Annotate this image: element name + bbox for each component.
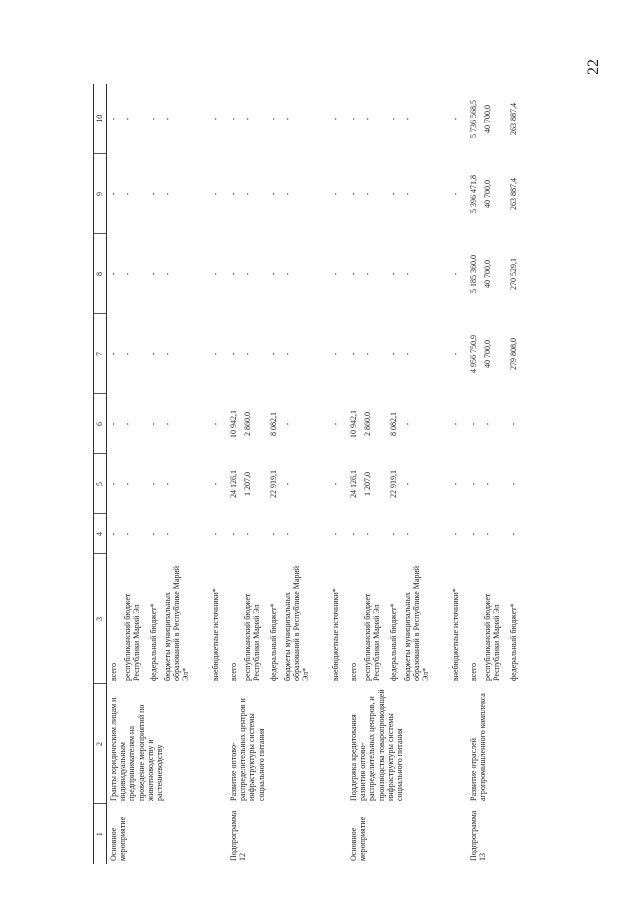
value-cell: 10 942,1 (229, 410, 238, 438)
value-cell: 40 700,0 (483, 260, 492, 288)
value-c8 (347, 234, 467, 314)
value-cell: - (331, 192, 340, 196)
value-cell: - (509, 482, 518, 486)
value-c10 (467, 84, 525, 154)
value-cell: - (331, 422, 340, 426)
value-c9 (107, 154, 228, 234)
funding-source: республиканский бюджет Республики Марий Эл (123, 593, 142, 681)
value-cell: - (149, 532, 158, 536)
value-c5 (467, 454, 525, 514)
value-cell: - (163, 272, 172, 276)
funding-table (93, 84, 525, 864)
value-cell: 40 700,0 (483, 105, 492, 133)
value-c5 (107, 454, 228, 514)
value-cell: - (283, 532, 292, 536)
value-cell: - (451, 532, 460, 536)
value-c4 (107, 514, 228, 554)
funding-source: бюджеты муниципальных образований в Республике Марий Эл* (403, 565, 431, 681)
value-cell: - (229, 532, 238, 536)
value-cell: 24 126,1 (349, 470, 358, 498)
funding-source: федеральный бюджет* (149, 603, 158, 681)
header-col-1: 1 (94, 804, 107, 864)
value-cell: - (283, 422, 292, 426)
value-cell: 263 887,4 (509, 178, 518, 210)
table-row (467, 84, 525, 864)
value-cell: - (163, 192, 172, 196)
value-cell: - (509, 422, 518, 426)
value-c9 (347, 154, 467, 234)
value-cell: - (269, 192, 278, 196)
value-cell: - (403, 117, 412, 121)
value-cell: - (283, 117, 292, 121)
header-col-9: 9 (94, 154, 107, 234)
value-c5 (347, 454, 467, 514)
value-cell: 40 700,0 (483, 340, 492, 368)
row-title: Поддержка кредитования развития оптово-распределительных центров, и производства товаропроводящей инфраструктуры системы социального питания (349, 689, 404, 801)
value-c10 (347, 84, 467, 154)
value-cell: - (363, 532, 372, 536)
value-cell: 263 887,4 (509, 103, 518, 135)
header-col-2: 2 (94, 684, 107, 804)
row-title: Развитие отраслей агропромышленного комплекса (469, 693, 488, 801)
value-cell: - (109, 117, 118, 121)
value-c10 (107, 84, 228, 154)
funding-source: бюджеты муниципальных образований в Республике Марий Эл* (163, 565, 191, 681)
value-cell: - (349, 192, 358, 196)
value-cell: - (269, 272, 278, 276)
value-cell: - (389, 532, 398, 536)
value-c5 (227, 454, 347, 514)
value-cell: - (331, 532, 340, 536)
value-cell: 2 860,0 (363, 412, 372, 436)
value-cell: - (149, 192, 158, 196)
value-cell: - (109, 192, 118, 196)
value-cell: - (109, 422, 118, 426)
value-cell: - (363, 117, 372, 121)
value-cell: - (451, 422, 460, 426)
value-cell: - (331, 482, 340, 486)
value-cell: - (389, 272, 398, 276)
funding-source: внебюджетные источники* (451, 588, 460, 681)
value-cell: - (483, 532, 492, 536)
value-cell: - (483, 482, 492, 486)
value-cell: 8 082,1 (389, 412, 398, 436)
value-cell: - (109, 272, 118, 276)
value-cell: - (283, 272, 292, 276)
table-row (227, 84, 347, 864)
funding-source: всего (229, 662, 238, 681)
value-cell: - (211, 422, 220, 426)
value-cell: - (363, 352, 372, 356)
value-cell: - (403, 482, 412, 486)
value-cell: - (451, 192, 460, 196)
value-c4 (347, 514, 467, 554)
value-cell: - (211, 482, 220, 486)
value-cell: - (331, 352, 340, 356)
value-cell: - (349, 352, 358, 356)
value-cell: - (123, 352, 132, 356)
value-c6 (107, 394, 228, 454)
value-cell: - (451, 272, 460, 276)
funding-source: республиканский бюджет Республики Марий Эл (243, 593, 262, 681)
value-cell: 4 956 750,9 (469, 335, 478, 373)
value-cell: - (123, 117, 132, 121)
value-cell: - (403, 272, 412, 276)
value-cell: 22 919,1 (269, 470, 278, 498)
value-c6 (347, 394, 467, 454)
value-c4 (467, 514, 525, 554)
funding-source: республиканский бюджет Республики Марий Эл (483, 593, 502, 681)
value-c8 (227, 234, 347, 314)
value-cell: - (149, 422, 158, 426)
value-c7 (467, 314, 525, 394)
funding-sources (347, 554, 467, 684)
value-cell: - (123, 272, 132, 276)
row-category: Подпрограмма 12 (229, 810, 248, 861)
value-cell: - (243, 272, 252, 276)
value-cell: - (243, 117, 252, 121)
funding-source: всего (469, 662, 478, 681)
value-cell: 5 185 360,0 (469, 255, 478, 293)
value-cell: - (229, 117, 238, 121)
row-category: Основное мероприятие (109, 816, 128, 861)
header-col-3: 3 (94, 554, 107, 684)
value-cell: - (389, 352, 398, 356)
value-cell: - (211, 532, 220, 536)
funding-source: федеральный бюджет* (509, 603, 518, 681)
value-cell: 10 942,1 (349, 410, 358, 438)
value-cell: 1 207,0 (363, 472, 372, 496)
value-cell: - (149, 482, 158, 486)
value-cell: - (243, 532, 252, 536)
value-c9 (467, 154, 525, 234)
value-cell: - (149, 117, 158, 121)
value-c8 (467, 234, 525, 314)
funding-sources (107, 554, 228, 684)
value-c6 (467, 394, 525, 454)
value-cell: - (211, 352, 220, 356)
value-cell: - (269, 352, 278, 356)
value-cell: - (123, 482, 132, 486)
value-cell: - (109, 482, 118, 486)
value-cell: - (163, 352, 172, 356)
header-col-4: 4 (94, 514, 107, 554)
header-col-10: 10 (94, 84, 107, 154)
value-cell: - (483, 422, 492, 426)
value-cell: - (331, 272, 340, 276)
value-c7 (347, 314, 467, 394)
value-cell: - (163, 482, 172, 486)
value-cell: - (211, 192, 220, 196)
header-row (94, 84, 107, 864)
value-c8 (107, 234, 228, 314)
value-cell: - (149, 272, 158, 276)
value-cell: 24 126,1 (229, 470, 238, 498)
value-cell: 5 736 568,5 (469, 100, 478, 138)
header-col-8: 8 (94, 234, 107, 314)
value-cell: - (283, 192, 292, 196)
value-cell: - (163, 532, 172, 536)
value-c4 (227, 514, 347, 554)
row-category: Подпрограмма 13 (469, 810, 488, 861)
value-cell: 40 700,0 (483, 180, 492, 208)
value-cell: - (389, 117, 398, 121)
table-row (347, 84, 467, 864)
value-cell: 270 529,1 (509, 258, 518, 290)
value-cell: - (243, 352, 252, 356)
value-cell: - (451, 117, 460, 121)
value-cell: - (331, 117, 340, 121)
funding-source: федеральный бюджет* (389, 603, 398, 681)
value-cell: - (123, 422, 132, 426)
value-c7 (227, 314, 347, 394)
value-cell: - (243, 192, 252, 196)
value-cell: - (469, 482, 478, 486)
value-cell: 2 860,0 (243, 412, 252, 436)
value-cell: - (469, 532, 478, 536)
value-c6 (227, 394, 347, 454)
value-cell: - (349, 532, 358, 536)
row-category: Основное мероприятие (349, 816, 368, 861)
value-cell: - (229, 272, 238, 276)
header-col-5: 5 (94, 454, 107, 514)
header-col-6: 6 (94, 394, 107, 454)
funding-source: внебюджетные источники* (331, 588, 340, 681)
value-cell: - (229, 192, 238, 196)
funding-sources (227, 554, 347, 684)
value-cell: - (389, 192, 398, 196)
value-cell: - (403, 422, 412, 426)
value-c10 (227, 84, 347, 154)
value-cell: - (403, 352, 412, 356)
rotated-table-container (93, 84, 640, 864)
value-cell: - (283, 352, 292, 356)
value-cell: - (211, 272, 220, 276)
value-cell: - (349, 272, 358, 276)
value-cell: - (211, 117, 220, 121)
value-cell: - (109, 352, 118, 356)
funding-source: республиканский бюджет Республики Марий Эл (363, 593, 382, 681)
value-cell: 8 082,1 (269, 412, 278, 436)
value-cell: - (269, 117, 278, 121)
table-row (107, 84, 228, 864)
value-cell: 22 919,1 (389, 470, 398, 498)
value-cell: - (403, 192, 412, 196)
value-cell: - (349, 117, 358, 121)
funding-source: внебюджетные источники* (211, 588, 220, 681)
value-c9 (227, 154, 347, 234)
value-c7 (107, 314, 228, 394)
value-cell: - (163, 422, 172, 426)
page-number: 22 (585, 59, 602, 75)
value-cell: - (163, 117, 172, 121)
row-title: Гранты юридическим лицам и индивидуальным предпринимателям на проведение мероприятий по животноводству и растениеводству (109, 697, 164, 801)
value-cell: 1 207,0 (243, 472, 252, 496)
value-cell: - (229, 352, 238, 356)
value-cell: - (109, 532, 118, 536)
row-title: Развитие оптово-распределительных центров и инфраструктуры системы социального питания (229, 698, 266, 801)
header-col-7: 7 (94, 314, 107, 394)
value-cell: - (451, 482, 460, 486)
value-cell: - (451, 352, 460, 356)
value-cell: 279 808,0 (509, 338, 518, 370)
value-cell: - (123, 532, 132, 536)
funding-sources (467, 554, 525, 684)
value-cell: - (269, 532, 278, 536)
value-cell: - (469, 422, 478, 426)
value-cell: 5 396 471,8 (469, 175, 478, 213)
funding-source: всего (109, 662, 118, 681)
funding-source: бюджеты муниципальных образований в Республике Марий Эл* (283, 565, 311, 681)
value-cell: - (363, 192, 372, 196)
value-cell: - (283, 482, 292, 486)
funding-source: всего (349, 662, 358, 681)
value-cell: - (403, 532, 412, 536)
value-cell: - (123, 192, 132, 196)
value-cell: - (363, 272, 372, 276)
funding-source: федеральный бюджет* (269, 603, 278, 681)
value-cell: - (509, 532, 518, 536)
value-cell: - (149, 352, 158, 356)
